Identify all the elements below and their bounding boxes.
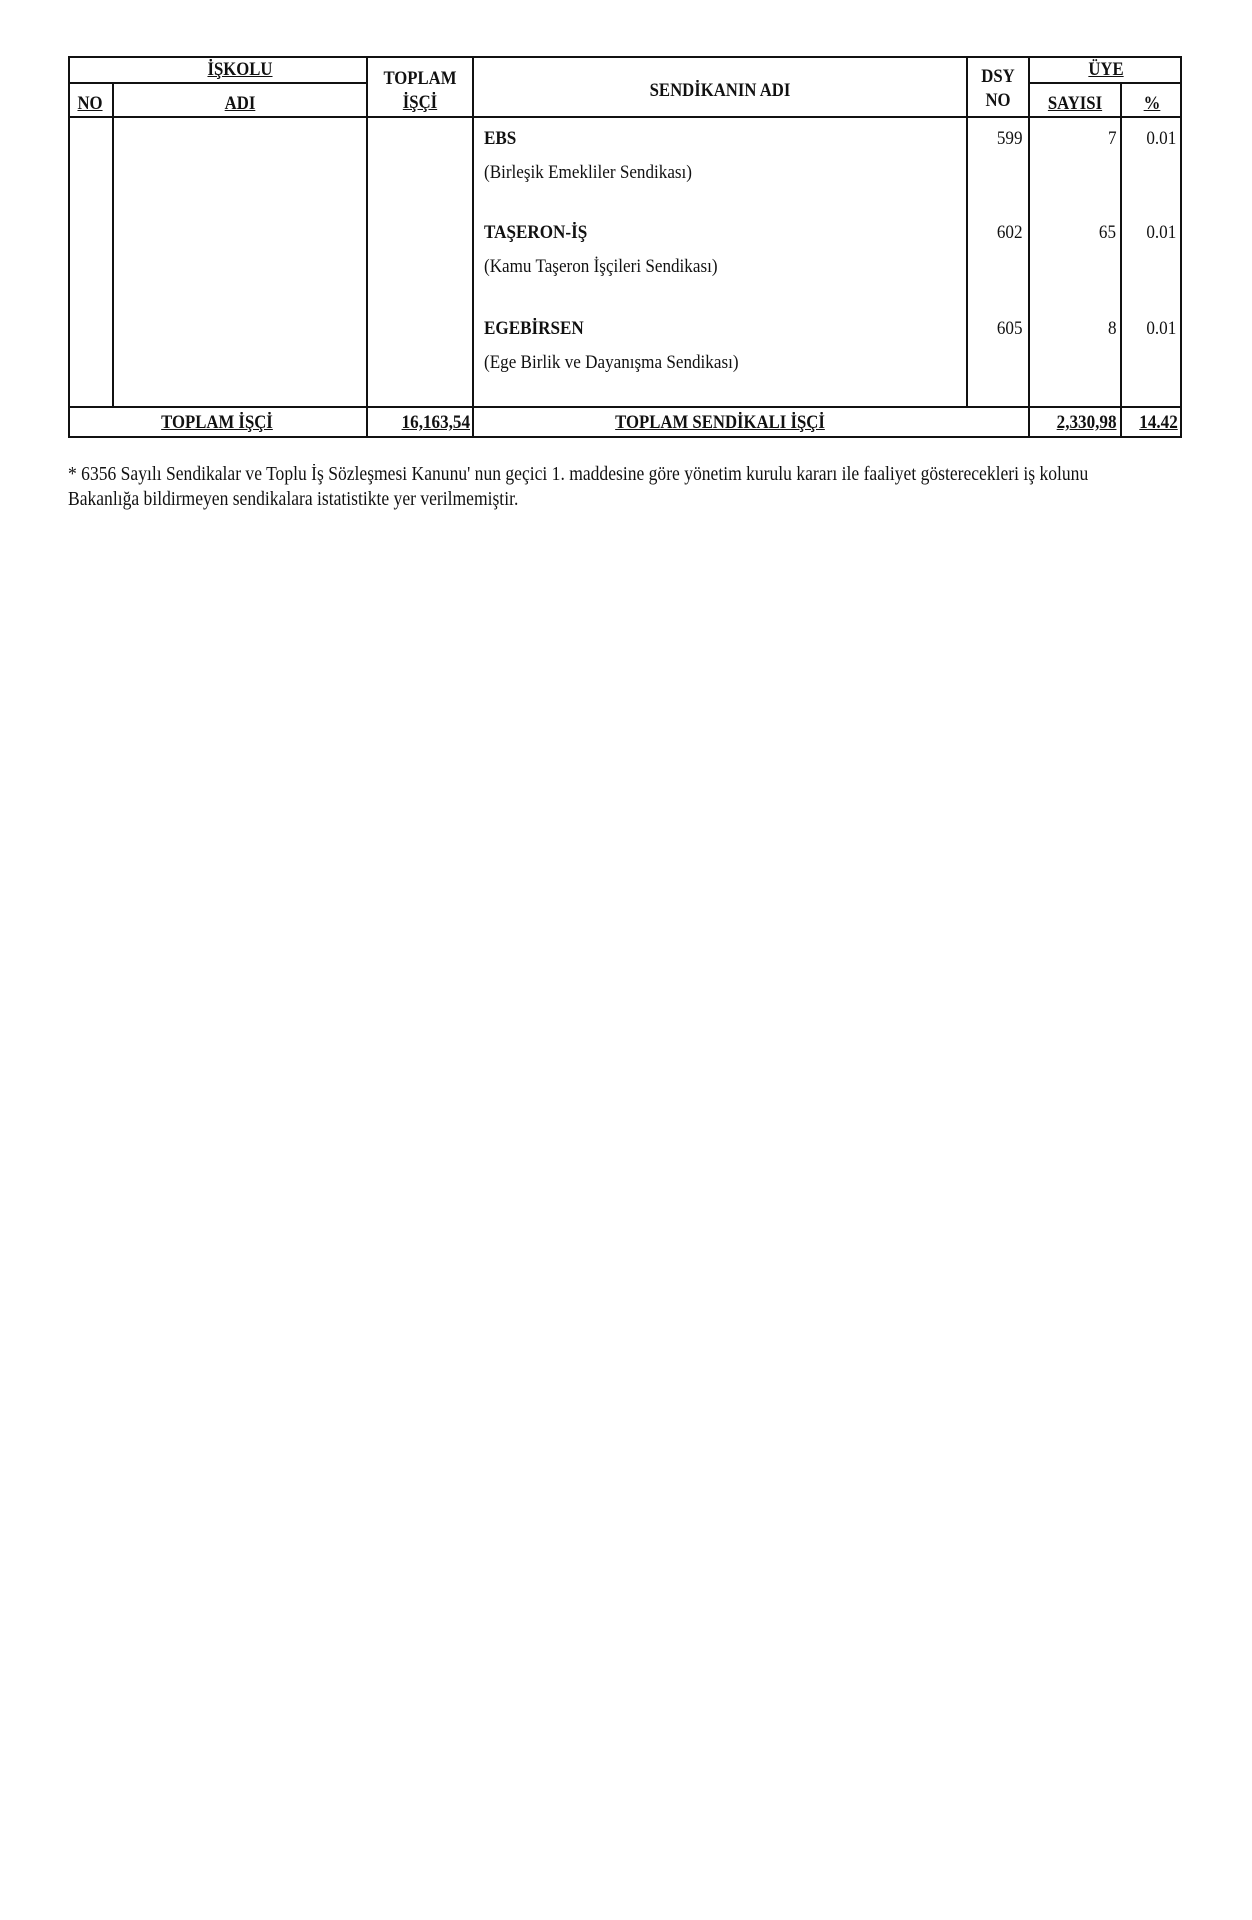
col-divider-toplam <box>472 56 474 438</box>
header-iskolu: İŞKOLU <box>207 59 273 80</box>
table-row-dsy-no: 599 <box>996 128 1022 149</box>
header-isci: İŞÇİ <box>402 92 438 113</box>
header-toplam: TOPLAM <box>383 68 457 89</box>
table-row-uye-sayisi: 8 <box>1107 318 1116 339</box>
table-row-union-full-name: (Ege Birlik ve Dayanışma Sendikası) <box>484 352 739 373</box>
header-no: NO <box>77 93 103 114</box>
header-yuzde: % <box>1143 93 1161 114</box>
table-row-uye-sayisi: 7 <box>1107 128 1116 149</box>
totals-top-line <box>68 406 1182 408</box>
footnote-line-2: Bakanlığa bildirmeyen sendikalara istatistikte yer verilmemiştir. <box>68 489 519 510</box>
header-bottom-line <box>68 116 1182 118</box>
table-row-uye-sayisi: 65 <box>1098 222 1116 243</box>
col-divider-dsy <box>1028 56 1030 438</box>
table-row-union-name: EGEBİRSEN <box>484 318 584 339</box>
col-divider-sayisi <box>1120 82 1122 438</box>
header-dsy-no: NO <box>985 90 1011 111</box>
table-row-yuzde: 0.01 <box>1146 128 1176 149</box>
total-percentage: 14.42 <box>1139 412 1178 433</box>
col-divider-no <box>112 82 114 408</box>
header-divider-uye <box>1028 82 1182 84</box>
header-dsy: DSY <box>981 66 1015 87</box>
total-unionized-label: TOPLAM SENDİKALI İŞÇİ <box>615 412 825 433</box>
table-row-union-name: EBS <box>484 128 517 149</box>
header-adi: ADI <box>224 93 256 114</box>
header-sayisi: SAYISI <box>1047 93 1103 114</box>
col-divider-sendika <box>966 56 968 408</box>
footnote-line-1: * 6356 Sayılı Sendikalar ve Toplu İş Sözleşmesi Kanunu' nun geçici 1. maddesine göre yönetim kurulu kararı ile faaliyet gösterecekleri iş kolunu <box>68 464 1089 485</box>
table-row-yuzde: 0.01 <box>1146 318 1176 339</box>
table-row-union-name: TAŞERON-İŞ <box>484 222 588 243</box>
table-row-union-full-name: (Kamu Taşeron İşçileri Sendikası) <box>484 256 718 277</box>
table-row-yuzde: 0.01 <box>1146 222 1176 243</box>
union-statistics-table <box>68 56 1182 438</box>
total-workers-label: TOPLAM İŞÇİ <box>161 412 273 433</box>
total-unionized-value: 2,330,98 <box>1056 412 1116 433</box>
total-workers-value: 16,163,54 <box>401 412 470 433</box>
header-sendika-adi: SENDİKANIN ADI <box>649 80 791 101</box>
table-row-dsy-no: 605 <box>996 318 1022 339</box>
header-uye: ÜYE <box>1088 59 1124 80</box>
table-row-union-full-name: (Birleşik Emekliler Sendikası) <box>484 162 693 183</box>
table-row-dsy-no: 602 <box>996 222 1022 243</box>
col-divider-adi <box>366 56 368 438</box>
footnote <box>68 462 1089 512</box>
